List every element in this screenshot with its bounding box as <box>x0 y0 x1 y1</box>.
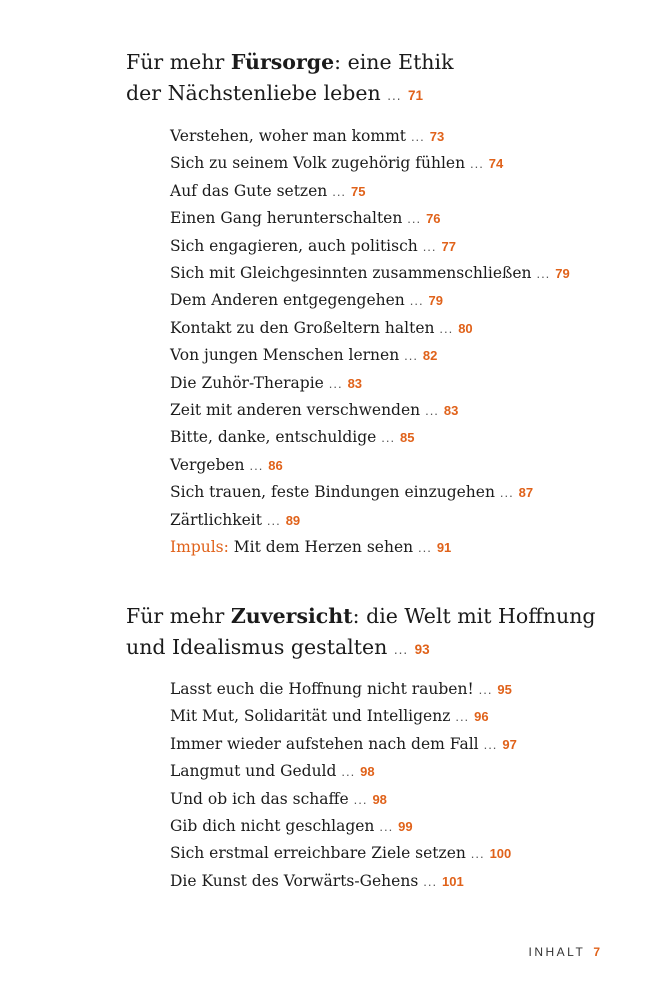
entry-page-number: 80 <box>458 320 473 336</box>
dot-leader: ... <box>353 791 368 807</box>
dot-leader: ... <box>418 540 432 556</box>
toc-entry <box>170 703 606 730</box>
dot-leader: ... <box>332 183 347 199</box>
toc-entry <box>170 840 606 867</box>
dot-leader: ... <box>407 211 422 227</box>
toc-entry <box>170 452 606 479</box>
entry-page-number: 96 <box>474 709 489 725</box>
toc-entry <box>170 233 606 260</box>
entry-list <box>126 123 606 562</box>
heading-prefix: Für mehr <box>126 604 231 628</box>
page-footer <box>529 945 600 959</box>
entry-title: Mit Mut, Solidarität und Intelligenz <box>170 707 451 726</box>
entry-title: Zeit mit anderen verschwenden <box>170 401 421 420</box>
entry-title: Sich zu seinem Volk zugehörig fühlen <box>170 154 466 173</box>
dot-leader: ... <box>387 88 402 103</box>
entry-page-number: 79 <box>555 266 570 282</box>
toc-entry <box>170 370 606 397</box>
heading-rest: : eine Ethik <box>334 50 454 74</box>
dot-leader: ... <box>409 293 424 309</box>
entry-page-number: 85 <box>400 430 415 446</box>
entry-title: Immer wieder aufstehen nach dem Fall <box>170 734 479 753</box>
entry-page-number: 101 <box>442 873 464 889</box>
entry-title: Einen Gang herunterschalten <box>170 209 403 228</box>
heading-line2: und Idealismus gestalten <box>126 635 388 659</box>
toc-section-fuersorge <box>126 47 606 562</box>
dot-leader: ... <box>249 457 264 473</box>
toc-entry <box>170 507 606 534</box>
entry-page-number: 83 <box>443 403 459 419</box>
toc-entry <box>170 676 606 703</box>
entry-page-number: 97 <box>502 736 517 752</box>
entry-page-number: 99 <box>398 819 413 835</box>
toc-entry <box>170 868 606 895</box>
dot-leader: ... <box>266 512 281 528</box>
dot-leader: ... <box>470 156 484 172</box>
dot-leader: ... <box>470 846 485 862</box>
entry-page-number: 95 <box>497 682 512 697</box>
entry-title: Vergeben <box>170 455 245 474</box>
toc-entry <box>170 479 606 506</box>
entry-page-number: 100 <box>489 846 512 862</box>
entry-page-number: 73 <box>429 129 445 144</box>
entry-title: Zärtlichkeit <box>170 510 262 529</box>
entry-page-number: 83 <box>347 375 363 391</box>
entry-list <box>126 676 606 895</box>
toc-entry <box>170 260 606 287</box>
heading-rest: : die Welt mit Hoffnung <box>352 604 596 628</box>
entry-page-number: 82 <box>422 348 438 364</box>
impuls-label: Impuls: <box>170 538 229 557</box>
dot-leader: ... <box>328 375 343 391</box>
entry-title: Verstehen, woher man kommt <box>170 127 406 145</box>
dot-leader: ... <box>478 682 493 697</box>
entry-page-number: 87 <box>518 485 534 501</box>
footer-page-number: 7 <box>593 945 600 959</box>
entry-title: Kontakt zu den Großeltern halten <box>170 318 435 337</box>
heading-keyword: Zuversicht <box>230 604 353 628</box>
entry-page-number: 79 <box>428 293 443 309</box>
entry-title: Sich erstmal erreichbare Ziele setzen <box>170 844 466 863</box>
entry-title: Langmut und Geduld <box>170 762 337 781</box>
entry-title: Bitte, danke, entschuldige <box>170 428 377 447</box>
entry-page-number: 91 <box>436 540 452 556</box>
toc-entry <box>170 150 606 177</box>
toc-entry <box>170 786 606 813</box>
toc-entry <box>170 315 606 342</box>
toc-section-zuversicht <box>126 601 606 895</box>
toc-entry <box>170 813 606 840</box>
toc-entry <box>170 342 606 369</box>
entry-page-number: 76 <box>426 211 441 227</box>
heading-page-number: 71 <box>408 88 424 103</box>
dot-leader: ... <box>423 873 438 889</box>
toc-entry <box>170 178 606 205</box>
entry-title: Lasst euch die Hoffnung nicht rauben! <box>170 680 474 698</box>
entry-title: Gib dich nicht geschlagen <box>170 817 375 836</box>
dot-leader: ... <box>455 709 470 725</box>
entry-page-number: 89 <box>285 512 301 528</box>
heading-line2: der Nächstenliebe leben <box>126 81 381 105</box>
toc-entry <box>170 424 606 451</box>
dot-leader: ... <box>425 403 439 419</box>
dot-leader: ... <box>410 129 425 144</box>
dot-leader: ... <box>422 238 437 254</box>
entry-page-number: 74 <box>488 156 504 172</box>
dot-leader: ... <box>379 819 394 835</box>
entry-page-number: 98 <box>372 791 387 807</box>
dot-leader: ... <box>483 736 498 752</box>
entry-title: Sich engagieren, auch politisch <box>170 236 418 255</box>
entry-title: Und ob ich das schaffe <box>170 789 349 808</box>
toc-entry <box>170 397 606 424</box>
toc-entry <box>170 758 606 785</box>
section-heading <box>126 601 606 665</box>
toc-entry <box>170 731 606 758</box>
toc-entry-impuls <box>170 534 606 561</box>
dot-leader: ... <box>439 320 454 336</box>
dot-leader: ... <box>404 348 418 364</box>
toc-entry <box>170 205 606 232</box>
dot-leader: ... <box>536 266 551 282</box>
heading-keyword: Fürsorge <box>230 50 335 74</box>
entry-title: Die Kunst des Vorwärts-Gehens <box>170 871 419 890</box>
footer-label: INHALT <box>528 945 586 959</box>
heading-prefix: Für mehr <box>126 50 231 74</box>
toc-entry <box>170 123 606 150</box>
dot-leader: ... <box>393 642 409 657</box>
entry-title: Auf das Gute setzen <box>170 181 328 200</box>
dot-leader: ... <box>499 485 514 501</box>
entry-title: Die Zuhör-Therapie <box>170 373 324 392</box>
entry-page-number: 98 <box>360 764 375 780</box>
section-heading <box>126 47 606 111</box>
entry-page-number: 77 <box>441 238 456 254</box>
entry-title: Sich mit Gleichgesinnten zusammenschließen <box>170 264 532 283</box>
entry-title: Von jungen Menschen lernen <box>170 346 400 365</box>
toc-entry <box>170 287 606 314</box>
entry-title: Dem Anderen entgegengehen <box>170 291 405 310</box>
entry-page-number: 86 <box>268 457 283 473</box>
dot-leader: ... <box>341 764 356 780</box>
dot-leader: ... <box>381 430 396 446</box>
entry-page-number: 75 <box>350 183 366 199</box>
entry-title: Sich trauen, feste Bindungen einzugehen <box>170 483 495 502</box>
entry-title: Mit dem Herzen sehen <box>228 538 414 557</box>
heading-page-number: 93 <box>414 642 430 657</box>
